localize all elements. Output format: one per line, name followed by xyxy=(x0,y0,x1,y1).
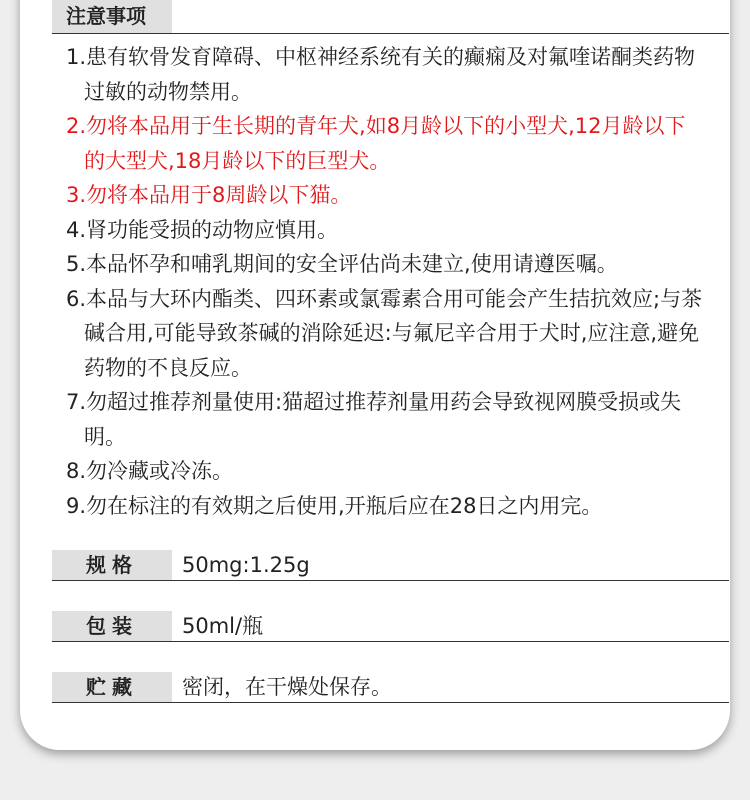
note-item-9: 9.勿在标注的有效期之后使用,开瓶后应在28日之内用完。 xyxy=(66,493,603,518)
spec-row-storage xyxy=(52,672,729,703)
spec-label-packaging: 包装 xyxy=(52,611,172,641)
section-title: 注意事项 xyxy=(52,0,172,33)
note-item-6: 6.本品与大环内酯类、四环素或氯霉素合用可能会产生拮抗效应;与茶碱合用,可能导致茶碱的消除延迟:与氟尼辛合用于犬时,应注意,避免药物的不良反应。 xyxy=(66,286,703,380)
note-item-5: 5.本品怀孕和哺乳期间的安全评估尚未建立,使用请遵医嘱。 xyxy=(66,252,618,276)
section-header xyxy=(52,0,729,34)
spec-row-specification xyxy=(52,550,729,581)
note-item-4: 4.肾功能受损的动物应慎用。 xyxy=(66,217,339,242)
note-item-8: 8.勿冷藏或冷冻。 xyxy=(66,459,234,483)
note-item-7: 7.勿超过推荐剂量使用:猫超过推荐剂量用药会导致视网膜受损或失明。 xyxy=(66,390,682,449)
note-item-2: 2.勿将本品用于生长期的青年犬,如8月龄以下的小型犬,12月龄以下的大型犬,18月龄以下的巨型犬。 xyxy=(66,114,686,173)
precautions-list xyxy=(66,40,706,523)
note-item-3: 3.勿将本品用于8周龄以下猫。 xyxy=(66,183,352,207)
spec-label-storage: 贮藏 xyxy=(52,672,172,702)
spec-value-specification: 50mg:1.25g xyxy=(182,553,310,577)
spec-row-packaging xyxy=(52,611,729,642)
spec-value-packaging: 50ml/瓶 xyxy=(182,614,264,638)
note-item-1: 1.患有软骨发育障碍、中枢神经系统有关的癫痫及对氟喹诺酮类药物过敏的动物禁用。 xyxy=(66,45,696,104)
spec-label-specification: 规格 xyxy=(52,550,172,580)
spec-value-storage: 密闭，在干燥处保存。 xyxy=(182,675,392,699)
